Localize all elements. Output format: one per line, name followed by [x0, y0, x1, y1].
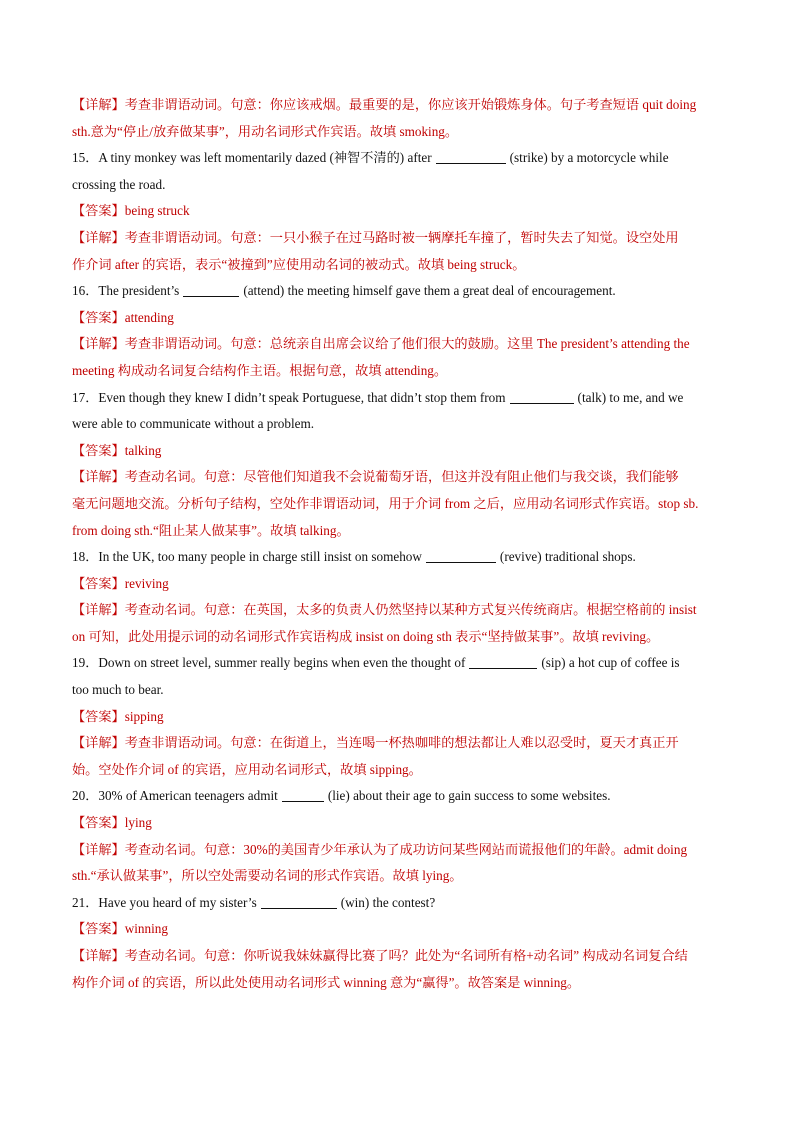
body-text: were able to communicate without a problem.: [72, 416, 315, 432]
explanation-line: 作介词 after 的宾语，表示“被撞到”应使用动名词的被动式。故填 being struck。: [72, 256, 526, 272]
explanation-line: 【详解】考查非谓语动词。句意：你应该戒烟。最重要的是，你应该开始锻炼身体。句子考查短语 quit doing: [72, 97, 697, 112]
question-text: (attend) the meeting himself gave them a great deal of encouragement.: [243, 283, 616, 299]
question-text: (lie) about their age to gain success to some websites.: [327, 788, 611, 804]
question-line: [72, 385, 736, 412]
question-text: (talk) to me, and we: [577, 389, 684, 405]
question-text: 19．Down on street level, summer really begins when even the thought of: [72, 655, 466, 671]
explanation-line: 毫无问题地交流。分析句子结构，空处作非谓语动词，用于介词 from 之后，应用动名词形式作宾语。stop sb.: [72, 495, 699, 511]
answer-line: 【答案】sipping: [72, 708, 164, 724]
question-line: [72, 544, 736, 571]
question-line: [72, 650, 736, 677]
explanation-line: 【详解】考查非谓语动词。句意：总统亲自出席会议给了他们很大的鼓励。这里 The president’s attending the: [72, 336, 690, 352]
question-text: (sip) a hot cup of coffee is: [541, 655, 680, 671]
answer-line: 【答案】reviving: [72, 575, 169, 591]
answer-blank: [469, 654, 537, 669]
explanation-line: sth.意为“停止/放弃做某事”，用动名词形式作宾语。故填 smoking。: [72, 123, 459, 139]
answer-blank: [261, 894, 337, 909]
answer-line: 【答案】being struck: [72, 203, 190, 219]
explanation-line: 【详解】考查动名词。句意：尽管他们知道我不会说葡萄牙语，但这并没有阻止他们与我交谈，我们能够: [72, 469, 679, 485]
explanation-line: 构作介词 of 的宾语，所以此处使用动名词形式 winning 意为“赢得”。故答案是 winning。: [72, 974, 581, 990]
answer-line: 【答案】talking: [72, 442, 162, 458]
answer-blank: [436, 149, 506, 164]
answer-blank: [183, 282, 239, 297]
explanation-line: 始。空处作介词 of 的宾语，应用动名词形式，故填 sipping。: [72, 761, 422, 777]
question-line: [72, 783, 736, 810]
explanation-line: 【详解】考查动名词。句意：30%的美国青少年承认为了成功访问某些网站而谎报他们的年龄。admit doing: [72, 841, 688, 857]
explanation-line: sth.“承认做某事”，所以空处需要动名词的形式作宾语。故填 lying。: [72, 868, 463, 884]
question-text: 20．30% of American teenagers admit: [72, 788, 278, 804]
body-text: crossing the road.: [72, 176, 166, 192]
question-text: (strike) by a motorcycle while: [509, 150, 669, 166]
explanation-line: on 可知，此处用提示词的动名词形式作宾语构成 insist on doing sth 表示“坚持做某事”。故填 reviving。: [72, 628, 660, 644]
answer-line: 【答案】attending: [72, 309, 174, 325]
explanation-line: 【详解】考查动名词。句意：你听说我妹妹赢得比赛了吗？此处为“名词所有格+动名词” 构成动名词复合结: [72, 948, 688, 963]
explanation-line: meeting 构成动名词复合结构作主语。根据句意，故填 attending。: [72, 362, 448, 378]
question-text: 15．A tiny monkey was left momentarily dazed (神智不清的) after: [72, 150, 432, 166]
explanation-line: from doing sth.“阻止某人做某事”。故填 talking。: [72, 522, 350, 538]
answer-line: 【答案】lying: [72, 815, 152, 831]
answer-blank: [282, 787, 324, 802]
question-line: [72, 890, 736, 917]
question-text: 21．Have you heard of my sister’s: [72, 894, 257, 910]
question-text: 17．Even though they knew I didn’t speak Portuguese, that didn’t stop them from: [72, 389, 506, 405]
answer-blank: [510, 389, 574, 404]
answer-blank: [426, 548, 496, 563]
question-line: [72, 278, 736, 305]
question-text: 18．In the UK, too many people in charge still insist on somehow: [72, 549, 422, 565]
explanation-line: 【详解】考查非谓语动词。句意：在街道上，当连喝一杯热咖啡的想法都让人难以忍受时，夏天才真正开: [72, 735, 679, 751]
document-page: [72, 92, 736, 996]
question-text: (revive) traditional shops.: [499, 549, 636, 565]
answer-line: 【答案】winning: [72, 921, 168, 937]
question-text: (win) the contest?: [340, 894, 436, 910]
body-text: too much to bear.: [72, 682, 164, 698]
explanation-line: 【详解】考查非谓语动词。句意：一只小猴子在过马路时被一辆摩托车撞了，暂时失去了知觉。设空处用: [72, 229, 679, 245]
explanation-line: 【详解】考查动名词。句意：在英国，太多的负责人仍然坚持以某种方式复兴传统商店。根据空格前的 insist: [72, 602, 697, 618]
question-line: [72, 145, 736, 172]
question-text: 16．The president’s: [72, 283, 180, 299]
